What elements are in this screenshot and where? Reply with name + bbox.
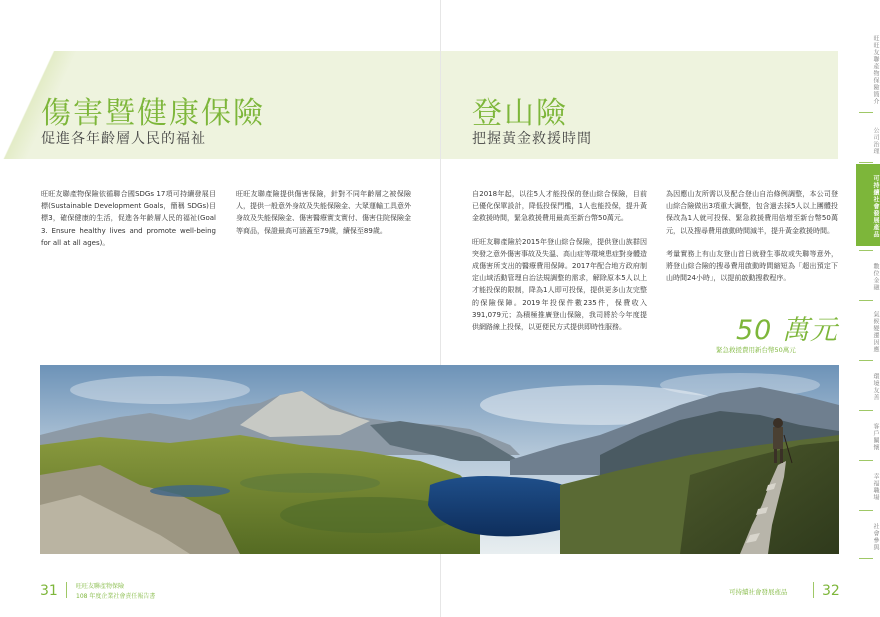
sidenav-item-climate[interactable]: 氣候變遷因應 bbox=[872, 311, 879, 353]
sidenav-divider bbox=[859, 112, 873, 113]
left-column-2 bbox=[236, 188, 411, 248]
highlight-figure: 50 萬元 bbox=[736, 315, 838, 346]
left-col1-paragraph: 旺旺友聯產物保險依循聯合國SDGs 17項可持續發展目標(Sustainable Development Goals，簡稱 SDGs)目標3，確保健康的生活，促進各年齡層人民的福祉(Goal 3. Ensure healthy lives and promote well-being for all at all ages)。 bbox=[41, 190, 216, 247]
right-page-subtitle: 把握黃金救援時間 bbox=[472, 131, 592, 147]
mountain-panorama-photo bbox=[40, 365, 839, 554]
right-column-1 bbox=[472, 188, 647, 344]
sidenav-item-digital-finance[interactable]: 數位金融 bbox=[872, 263, 879, 291]
sidenav-divider bbox=[859, 558, 873, 559]
left-page-title: 傷害暨健康保險 bbox=[41, 96, 265, 131]
right-page-number: 32 bbox=[822, 583, 840, 599]
left-page-subtitle: 促進各年齡層人民的福祉 bbox=[41, 131, 206, 147]
right-footer-section: 可持續社會發展產品 bbox=[729, 588, 788, 596]
sidenav-divider bbox=[859, 460, 873, 461]
right-column-2 bbox=[666, 188, 838, 295]
sidenav-divider bbox=[859, 510, 873, 511]
sidenav-divider bbox=[859, 162, 873, 163]
sidenav-item-community[interactable]: 社會參與 bbox=[872, 523, 879, 551]
right-col1-paragraph-1: 自2018年起，以往5人才能投保的登山綜合保險，目前已優化保單設計，降低投保門檻，1人也能投保，提升黃金救援時間，緊急救援費用最高至新台幣50萬元。 bbox=[472, 190, 647, 223]
left-column-1 bbox=[41, 188, 216, 260]
right-footer-divider bbox=[813, 582, 814, 598]
left-footer-divider bbox=[66, 582, 67, 598]
sidenav-divider bbox=[859, 250, 873, 251]
highlight-caption: 緊急救援費用新台幣50萬元 bbox=[716, 346, 796, 354]
right-col2-paragraph-1: 為因應山友所需以及配合登山自治條例調整，本公司登山綜合險做出3項重大調整，包含過去採5人以上團體投保改為1人就可投保、緊急救援費用倍增至新台幣50萬元，以及搜尋費用啟動時間減半，提升黃金救援時間。 bbox=[666, 190, 838, 235]
sidenav-item-governance[interactable]: 公司治理 bbox=[872, 127, 879, 155]
right-col2-paragraph-2: 考量實務上有山友登山首日就發生事故或失聯等意外，將登山綜合險的搜尋費用啟動時間縮短為「超出預定下山時間24小時」，以提前啟動搜救程序。 bbox=[666, 249, 838, 283]
sidenav-item-workplace[interactable]: 幸福職場 bbox=[872, 473, 879, 501]
left-footer-company: 旺旺友聯產物保險 bbox=[76, 583, 125, 590]
right-col1-paragraph-2: 旺旺友聯產險於2015年登山綜合保險，提供登山族群因突發之意外傷害事故及失溫、高山症等環境患症對身體造成傷害所支出的醫療費用保障。2017年配合地方政府制定山域活動管理自治法規調整的需求，解除原本5人以上才能投保的限制，降為1人即可投保，提供更多山友完整的保險保障。2019年投保件數235件，保費收入391,079元；為積極推廣登山保險，我司將於今年度提供網路線上投保，以更便民方式提供即時性服務。 bbox=[472, 237, 647, 332]
sidenav-item-company-intro[interactable]: 旺旺友聯產物保險簡介 bbox=[872, 35, 879, 105]
sidenav-item-sustainable-products[interactable]: 可持續社會發展產品 bbox=[856, 164, 880, 246]
sidenav-item-customer-care[interactable]: 客戶關懷 bbox=[872, 423, 879, 451]
sidenav-divider bbox=[859, 410, 873, 411]
left-col2-paragraph: 旺旺友聯產險提供傷害保險，針對不同年齡層之被保險人，提供一般意外身故及失能保險金、大眾運輸工具意外身故及失能保險金、傷害醫療實支實付、傷害住院保險金等商品，保證最高可涵蓋至79歲，續保至89歲。 bbox=[236, 190, 411, 235]
sidenav-item-environment[interactable]: 環境友善 bbox=[872, 373, 879, 401]
left-footer-report: 108 年度企業社會責任報告書 bbox=[76, 593, 156, 600]
sidenav-divider bbox=[859, 300, 873, 301]
sidenav-divider bbox=[859, 360, 873, 361]
left-page-number: 31 bbox=[40, 583, 58, 599]
right-page-title: 登山險 bbox=[472, 96, 568, 131]
